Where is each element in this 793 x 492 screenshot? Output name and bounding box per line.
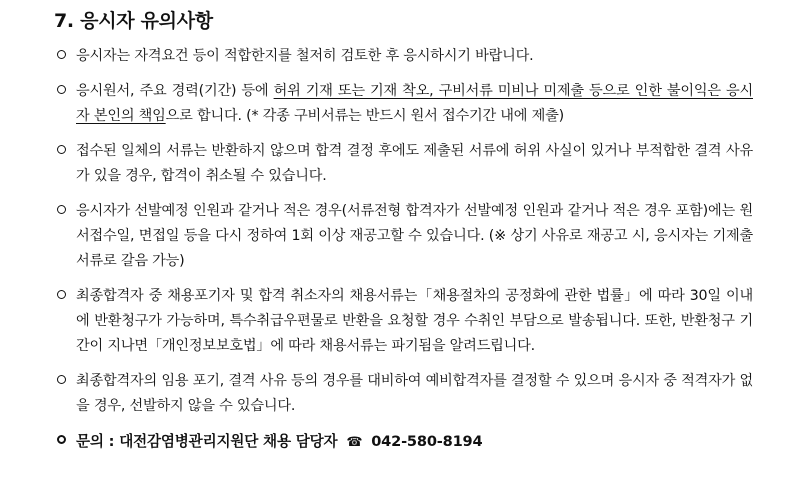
circle-bullet-icon (57, 145, 66, 154)
circle-bullet-icon (57, 85, 66, 94)
list-item (54, 369, 753, 419)
circle-bullet-icon (57, 375, 66, 384)
circle-bullet-icon (57, 50, 66, 59)
list-item (54, 79, 753, 129)
circle-bullet-icon (57, 205, 66, 214)
contact-label: 문의 : 대전감염병관리지원단 채용 담당자 (76, 433, 338, 450)
item-text: 최종합격자 중 채용포기자 및 합격 취소자의 채용서류는「채용절차의 공정화에 관한 법률」에 따라 30일 이내에 반환청구가 가능하며, 특수취급우편물로 반환을 요청할 경우 수취인 부담으로 발송됩니다. 또한, 반환청구 기간이 지나면「개인정보보호법」에 따라 채용서류는 파기됨을 알려드립니다. (76, 288, 753, 354)
telephone-icon: ☎ (346, 435, 363, 450)
list-item (54, 139, 753, 189)
item-text: 응시자는 자격요건 등이 적합한지를 철저히 검토한 후 응시하시기 바랍니다. (76, 48, 534, 64)
notice-list (54, 44, 753, 455)
item-text: 응시자가 선발예정 인원과 같거나 적은 경우(서류전형 합격자가 선발예정 인원과 같거나 적은 경우 포함)에는 원서접수일, 면접일 등을 다시 정하여 1회 이상 재공고할 수 있습니다. (※ 상기 사유로 재공고 시, 응시자는 기제출 서류로 갈음 가능) (76, 203, 753, 269)
contact-phone: 042-580-8194 (371, 433, 483, 450)
list-item (54, 284, 753, 359)
item-text-underlined: 허위 기재 또는 기재 착오, 구비서류 미비나 미제출 등으로 인한 불이익은 응시자 본인의 책임 (76, 83, 753, 124)
item-text-post: 으로 합니다. (* 각종 구비서류는 반드시 원서 접수기간 내에 제출) (165, 108, 564, 124)
circle-bullet-icon (57, 435, 66, 444)
list-item (54, 199, 753, 274)
circle-bullet-icon (57, 290, 66, 299)
section-title: 7. 응시자 유의사항 (54, 10, 213, 32)
item-text: 접수된 일체의 서류는 반환하지 않으며 합격 결정 후에도 제출된 서류에 허위 사실이 있거나 부적합한 결격 사유가 있을 경우, 합격이 취소될 수 있습니다. (76, 143, 753, 184)
item-text-pre: 응시원서, 주요 경력(기간) 등에 (76, 83, 274, 99)
item-text: 최종합격자의 임용 포기, 결격 사유 등의 경우를 대비하여 예비합격자를 결정할 수 있으며 응시자 중 적격자가 없을 경우, 선발하지 않을 수 있습니다. (76, 373, 753, 414)
list-item (54, 44, 753, 69)
contact-line (54, 429, 753, 455)
